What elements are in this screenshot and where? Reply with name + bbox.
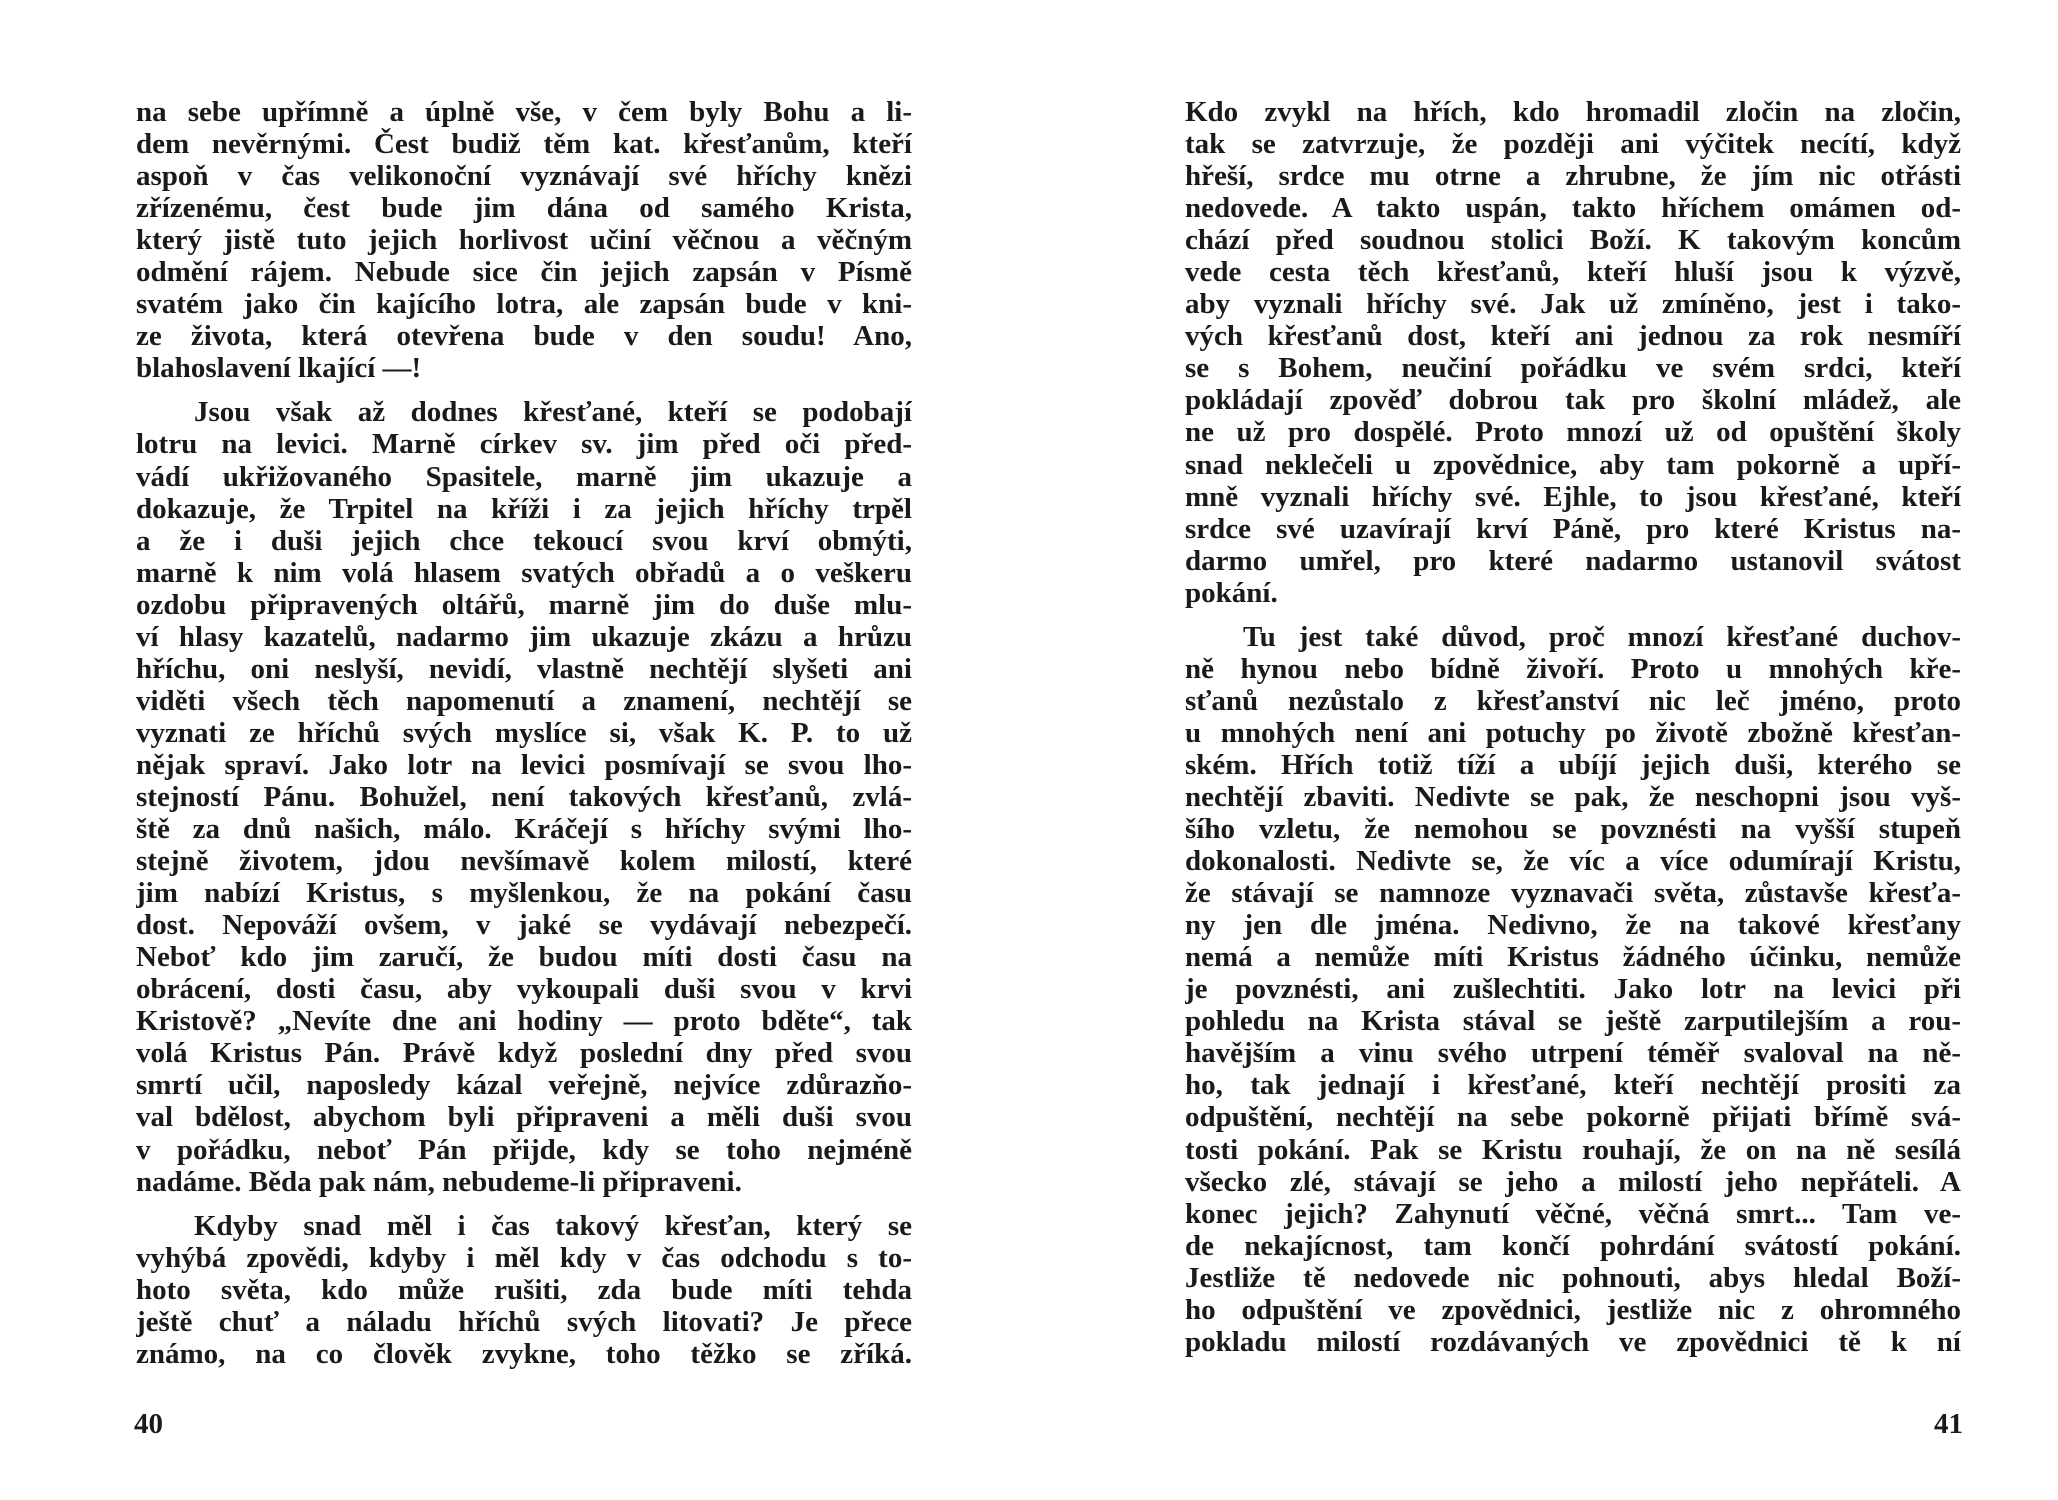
right-page	[1029, 0, 2058, 1500]
paragraph-gap	[136, 384, 912, 396]
text-line: se s Bohem, neučiní pořádku ve svém srdci, kteří	[1185, 352, 1961, 385]
paragraph	[136, 96, 912, 384]
text-line: ho odpuštění ve zpovědnici, jestliže nic z ohromného	[1185, 1293, 1961, 1326]
text-line: Kdo zvykl na hřích, kdo hromadil zločin na zločin,	[1185, 96, 1961, 128]
text-line: nadáme. Běda pak nám, nebudeme-li připraveni.	[136, 1165, 742, 1198]
text-line: snad neklečeli u zpovědnice, aby tam pokorně a upří-	[1185, 448, 1961, 481]
text-line: ví hlasy kazatelů, nadarmo jim ukazuje zkázu a hrůzu	[136, 620, 912, 653]
text-line: viděti všech těch napomenutí a znamení, nechtějí se	[136, 684, 912, 717]
text-line: odpuštění, nechtějí na sebe pokorně přijati břímě svá-	[1185, 1101, 1961, 1134]
text-line: tak se zatvrzuje, že později ani výčitek necítí, když	[1185, 128, 1961, 161]
text-line: jim nabízí Kristus, s myšlenkou, že na pokání času	[136, 877, 912, 910]
text-line: nedovede. A takto uspán, takto hříchem omámen od-	[1185, 192, 1961, 225]
text-line: odmění rájem. Nebude sice čin jejich zapsán v Písmě	[136, 256, 912, 289]
text-line: nechtějí zbaviti. Nedivte se pak, že neschopni jsou vyš-	[1185, 780, 1961, 813]
text-line: vých křesťanů dost, kteří ani jednou za rok nesmíří	[1185, 320, 1961, 353]
text-line: u mnohých není ani potuchy po životě zbožně křesťan-	[1185, 716, 1961, 749]
text-line: ště za dnů našich, málo. Kráčejí s hříchy svými lho-	[136, 813, 912, 846]
text-line: obrácení, dosti času, aby vykoupali duši svou v krvi	[136, 973, 912, 1006]
text-line: a že i duši jejich chce tekoucí svou krví obmýti,	[136, 524, 912, 557]
text-line: stejností Pánu. Bohužel, není takových křesťanů, zvlá-	[136, 780, 912, 813]
text-line: v pořádku, neboť Pán přijde, kdy se toho nejméně	[136, 1133, 912, 1166]
text-line: stejně životem, jdou nevšímavě kolem milostí, které	[136, 845, 912, 878]
text-line: darmo umřel, pro které nadarmo ustanovil svátost	[1185, 544, 1961, 577]
text-line: Tu jest také důvod, proč mnozí křesťané duchov-	[1243, 620, 1961, 653]
text-line: že stávají se namnoze vyznavači světa, zůstavše křesťa-	[1185, 877, 1961, 910]
text-line: nemá a nemůže míti Kristus žádného účinku, nemůže	[1185, 941, 1961, 974]
text-line: Neboť kdo jim zaručí, že budou míti dosti času na	[136, 941, 912, 974]
page-number: 41	[1934, 1408, 1963, 1440]
text-line: ském. Hřích totiž tíží a ubíjí jejich duši, kterého se	[1185, 748, 1961, 781]
left-page-text	[136, 96, 912, 1370]
text-line: ze života, která otevřena bude v den soudu! Ano,	[136, 320, 912, 353]
text-line: pokání.	[1185, 576, 1278, 609]
text-line: dokonalosti. Nedivte se, že víc a více odumírají Kristu,	[1185, 845, 1961, 878]
text-line: známo, na co člověk zvykne, toho těžko se zříká.	[136, 1337, 912, 1370]
text-line: který jistě tuto jejich horlivost učiní věčnou a věčným	[136, 224, 912, 257]
text-line: konec jejich? Zahynutí věčné, věčná smrt... Tam ve-	[1185, 1197, 1961, 1230]
text-line: Kdyby snad měl i čas takový křesťan, který se	[194, 1209, 912, 1242]
text-line: hřeší, srdce mu otrne a zhrubne, že jím nic otřásti	[1185, 160, 1961, 193]
text-line: zřízenému, čest bude jim dána od samého Krista,	[136, 192, 912, 225]
right-page-text	[1185, 96, 1961, 1358]
text-line: Jsou však až dodnes křesťané, kteří se podobají	[194, 396, 912, 429]
text-line: pokládají zpověď dobrou tak pro školní mládež, ale	[1185, 384, 1961, 417]
text-line: ny jen dle jména. Nedivno, že na takové křesťany	[1185, 909, 1961, 942]
text-line: hříchu, oni neslyší, nevidí, vlastně nechtějí slyšeti ani	[136, 652, 912, 685]
text-line: mně vyznali hříchy své. Ejhle, to jsou křesťané, kteří	[1185, 480, 1961, 513]
text-line: ně hynou nebo bídně živoří. Proto u mnohých kře-	[1185, 652, 1961, 685]
text-line: svatém jako čin kajícího lotra, ale zapsán bude v kni-	[136, 288, 912, 321]
text-line: všecko zlé, stávají se jeho a milostí jeho nepřáteli. A	[1185, 1165, 1961, 1198]
text-line: dem nevěrnými. Čest budiž těm kat. křesťanům, kteří	[136, 128, 912, 161]
text-line: pokladu milostí rozdávaných ve zpovědnici tě k ní	[1185, 1325, 1961, 1358]
text-line: aspoň v čas velikonoční vyznávají své hříchy knězi	[136, 160, 912, 193]
paragraph	[1185, 96, 1961, 609]
text-line: vede cesta těch křesťanů, kteří hluší jsou k výzvě,	[1185, 256, 1961, 289]
text-line: srdce své uzavírají krví Páně, pro které Kristus na-	[1185, 512, 1961, 545]
text-line: smrtí učil, naposledy kázal veřejně, nejvíce zdůrazňo-	[136, 1069, 912, 1102]
text-line: nějak spraví. Jako lotr na levici posmívají se svou lho-	[136, 748, 912, 781]
paragraph-gap	[1185, 609, 1961, 621]
text-line: chází před soudnou stolici Boží. K takovým koncům	[1185, 224, 1961, 257]
text-line: havějším a vinu svého utrpení téměř svaloval na ně-	[1185, 1037, 1961, 1070]
text-line: marně k nim volá hlasem svatých obřadů a o veškeru	[136, 556, 912, 589]
paragraph	[1185, 621, 1961, 1358]
text-line: ozdobu připravených oltářů, marně jim do duše mlu-	[136, 588, 912, 621]
text-line: sťanů nezůstalo z křesťanství nic leč jméno, proto	[1185, 684, 1961, 717]
text-line: aby vyznali hříchy své. Jak už zmíněno, jest i tako-	[1185, 288, 1961, 321]
text-line: pohledu na Krista stával se ještě zarputilejším a rou-	[1185, 1005, 1961, 1038]
page-number: 40	[134, 1408, 163, 1440]
text-line: volá Kristus Pán. Právě když poslední dny před svou	[136, 1037, 912, 1070]
text-line: dokazuje, že Trpitel na kříži i za jejich hříchy trpěl	[136, 492, 912, 525]
text-line: blahoslavení lkající —!	[136, 352, 422, 385]
text-line: vyznati ze hříchů svých myslíce si, však K. P. to už	[136, 716, 912, 749]
text-line: je povznésti, ani zušlechtiti. Jako lotr na levici při	[1185, 973, 1961, 1006]
text-line: Kristově? „Nevíte dne ani hodiny — proto bděte“, tak	[136, 1005, 912, 1038]
paragraph-gap	[136, 1198, 912, 1210]
text-line: lotru na levici. Marně církev sv. jim před oči před-	[136, 428, 912, 461]
text-line: Jestliže tě nedovede nic pohnouti, abys hledal Boží-	[1185, 1261, 1961, 1294]
text-line: ne už pro dospělé. Proto mnozí už od opuštění školy	[1185, 416, 1961, 449]
text-line: vádí ukřižovaného Spasitele, marně jim ukazuje a	[136, 460, 912, 493]
text-line: de nekajícnost, tam končí pohrdání svátostí pokání.	[1185, 1229, 1961, 1262]
text-line: val bdělost, abychom byli připraveni a měli duši svou	[136, 1101, 912, 1134]
text-line: hoto světa, kdo může rušiti, zda bude míti tehda	[136, 1273, 912, 1306]
text-line: tosti pokání. Pak se Kristu rouhají, že on na ně sesílá	[1185, 1133, 1961, 1166]
text-line: ještě chuť a náladu hříchů svých litovati? Je přece	[136, 1305, 912, 1338]
text-line: šího vzletu, že nemohou se povznésti na vyšší stupeň	[1185, 813, 1961, 846]
text-line: na sebe upřímně a úplně vše, v čem byly Bohu a li-	[136, 96, 912, 128]
text-line: vyhýbá zpovědi, kdyby i měl kdy v čas odchodu s to-	[136, 1241, 912, 1274]
text-line: dost. Nepováží ovšem, v jaké se vydávají nebezpečí.	[136, 909, 912, 942]
paragraph	[136, 1210, 912, 1370]
paragraph	[136, 396, 912, 1197]
text-line: ho, tak jednají i křesťané, kteří nechtějí prositi za	[1185, 1069, 1961, 1102]
